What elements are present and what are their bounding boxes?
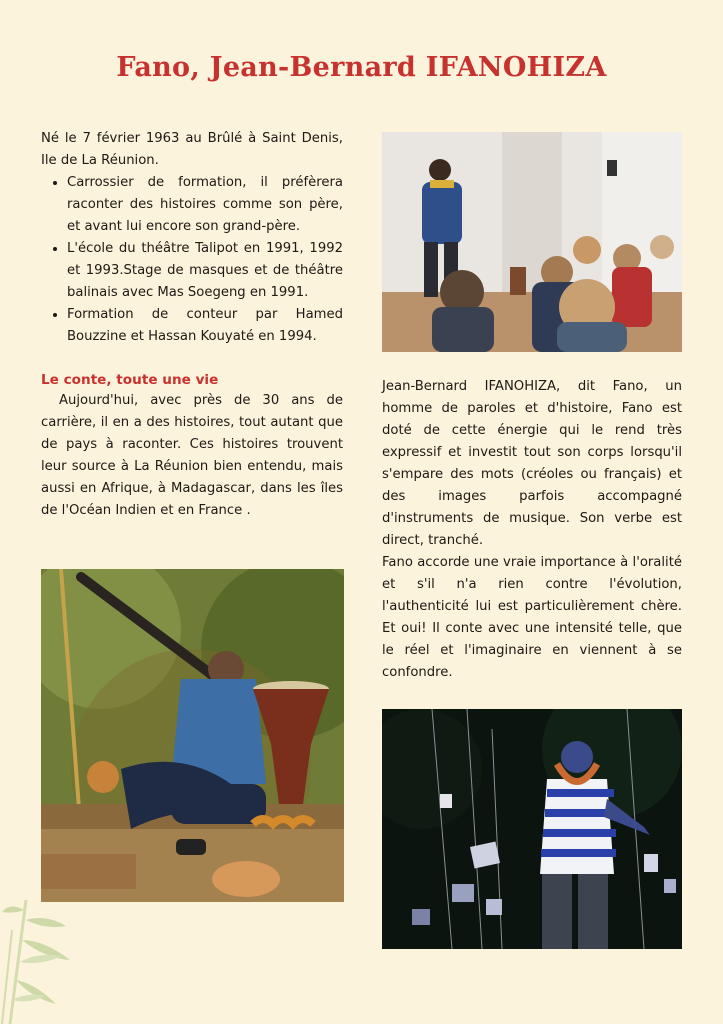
didgeridoo-performer-photo bbox=[41, 569, 344, 902]
intro-paragraph: Né le 7 février 1963 au Brûlé à Saint Denis, Ile de La Réunion. bbox=[41, 131, 343, 168]
bullet-list bbox=[41, 172, 343, 348]
right-paragraph-1: Jean-Bernard IFANOHIZA, dit Fano, un homme de paroles et d'histoire, Fano est doté de cette énergie qui le rend très expressif et investit tout son corps lorsqu'il s'empare des mots (créoles ou français) et des images parfois accompagné d'instruments de musique. Son verbe est direct, tranché. bbox=[382, 379, 682, 548]
bullet-item: • Carrossier de formation, il préfèrera raconter des histoires comme son père, et avant lui encore son grand-père. bbox=[67, 172, 343, 238]
section-heading: Le conte, toute une vie bbox=[41, 372, 219, 388]
right-paragraph-2: Fano accorde une vraie importance à l'oralité et s'il n'a rien contre l'évolution, l'authenticité lui est particulièrement chère. Et oui! Il conte avec une intensité telle, que le réel et l'imaginaire en viennent à se confondre. bbox=[382, 555, 682, 680]
left-column bbox=[41, 128, 343, 522]
right-column bbox=[382, 376, 682, 684]
bullet-item: • Formation de conteur par Hamed Bouzzine et Hassan Kouyaté en 1994. bbox=[67, 304, 343, 348]
bullet-item: • L'école du théâtre Talipot en 1991, 1992 et 1993.Stage de masques et de théâtre balinais avec Mas Soegeng en 1991. bbox=[67, 238, 343, 304]
section-paragraph: Aujourd'hui, avec près de 30 ans de carrière, il en a des histoires, tout autant que de pays à raconter. Ces histoires trouvent leur source à La Réunion bien entendu, mais aussi en Afrique, à Madagascar, dans les îles de l'Océan Indien et en France . bbox=[41, 393, 343, 518]
bamboo-decoration-icon bbox=[0, 900, 90, 1024]
storyteller-classroom-photo bbox=[382, 132, 682, 352]
page-title: Fano, Jean-Bernard IFANOHIZA bbox=[116, 52, 607, 83]
night-performance-photo bbox=[382, 709, 682, 949]
